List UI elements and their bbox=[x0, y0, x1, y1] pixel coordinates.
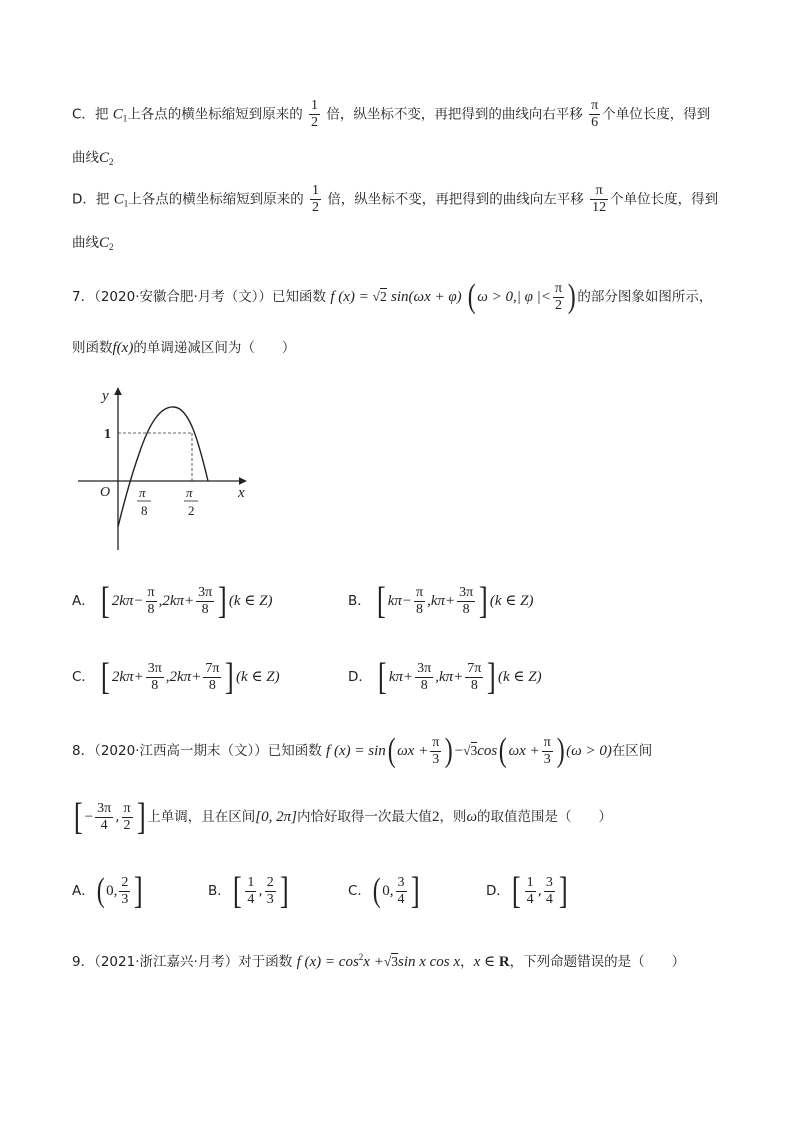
sqrt-two: √2 bbox=[372, 289, 387, 304]
q8-stem: 8．（2020·江西高一期末（文））已知函数 f (x) = sin( ωx + $\frac{\pi}{3}$ ) −√3cos( ωx + $\frac{\pi}{3}$ ) (ω > 0)在区间 bbox=[72, 732, 653, 769]
q8-option-a[interactable]: A．( 0, $\frac{2}{3}$ ] bbox=[72, 870, 144, 912]
fraction-one-half: $\frac{1}{2}$ bbox=[312, 183, 320, 215]
q6-option-d: D．把 $C_1$上各点的横坐标缩短到原来的 $\frac{1}{2}$ 倍，纵坐标不变，再把得到的曲线向左平移 $\frac{\pi}{12}$ 个单位长度，得到 bbox=[72, 183, 719, 215]
fraction-shift: $\frac{\pi}{6}$ bbox=[591, 98, 599, 130]
y-tick-one: 1 bbox=[104, 427, 111, 442]
q6-option-d-cont: 曲线$C_2$ bbox=[72, 235, 114, 252]
y-axis-label: y bbox=[102, 388, 109, 404]
q8-stem-cont: [ − $\frac{3\pi}{4}$ , $\frac{\pi}{2}$ ] 上单调，且在区间[0, 2π]内恰好取得一次最大值2，则ω的取值范围是（ ） bbox=[73, 796, 613, 838]
q7-option-b[interactable]: B． [ kπ− $\frac{\pi}{8}$ ,kπ+ $\frac{3\pi}{8}$ ] (k ∈ Z) bbox=[348, 580, 534, 622]
x-tick-pi2-den: 2 bbox=[188, 503, 195, 518]
q7-option-d[interactable]: D． [ kπ+ $\frac{3\pi}{8}$ ,kπ+ $\frac{7\pi}{8}$ ] (k ∈ Z) bbox=[348, 656, 542, 698]
q8-option-d[interactable]: D．[ $\frac{1}{4}$ , $\frac{3}{4}$ ] bbox=[486, 870, 568, 912]
q7-stem: 7．（2020·安徽合肥·月考（文））已知函数 f (x) = √2 sin(ωx + φ) ( ω > 0,| φ |< $\frac{\pi}{2}$ ) 的部分图象如图所示， bbox=[72, 278, 713, 315]
function-graph bbox=[74, 384, 254, 556]
q7-stem-cont: 则函数f(x)的单调递减区间为（ ） bbox=[72, 340, 296, 356]
x-tick-pi2-num: π bbox=[186, 485, 193, 500]
fraction-one-half: $\frac{1}{2}$ bbox=[311, 98, 319, 130]
sine-curve bbox=[118, 407, 208, 527]
fraction-shift: $\frac{\pi}{12}$ bbox=[592, 183, 607, 215]
q9-stem: 9．（2021·浙江嘉兴·月考）对于函数 f $(x) = \cos^2x +√3\sin$ x cos x，x ∈ R，下列命题错误的是（ ） bbox=[72, 952, 686, 970]
x-tick-pi8-num: π bbox=[139, 485, 146, 500]
q6-option-c: C．把 $C_1$上各点的横坐标缩短到原来的 $\frac{1}{2}$ 倍，纵坐标不变，再把得到的曲线向右平移 $\frac{\pi}{6}$ 个单位长度，得到 bbox=[72, 98, 711, 130]
origin-label: O bbox=[100, 485, 111, 500]
q8-option-b[interactable]: B．[ $\frac{1}{4}$ , $\frac{2}{3}$ ] bbox=[208, 870, 289, 912]
q8-option-c[interactable]: C．( 0, $\frac{3}{4}$ ] bbox=[348, 870, 420, 912]
q7-option-a[interactable]: A． [ 2kπ− $\frac{\pi}{8}$ ,2kπ+ $\frac{3\pi}{8}$ ] (k ∈ Z) bbox=[72, 580, 273, 622]
x-axis-label: x bbox=[238, 485, 245, 501]
x-tick-pi8-den: 8 bbox=[141, 503, 148, 518]
q7-option-c[interactable]: C． [ 2kπ+ $\frac{3\pi}{8}$ ,2kπ+ $\frac{7\pi}{8}$ ] (k ∈ Z) bbox=[72, 656, 280, 698]
q6-option-c-cont: 曲线$C_2$ bbox=[72, 150, 114, 167]
